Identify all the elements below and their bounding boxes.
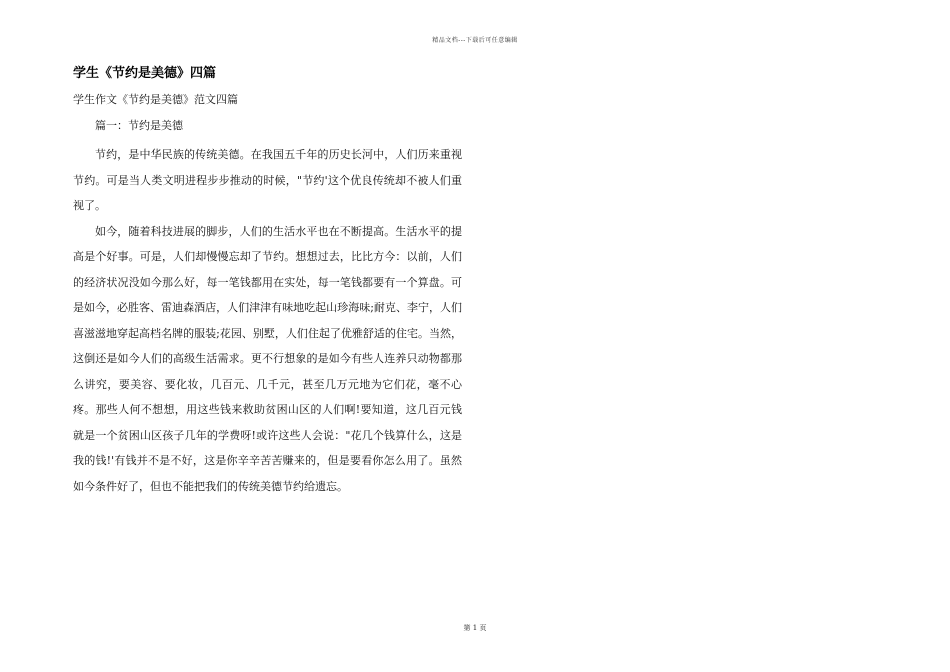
page-number: 第 1 页 bbox=[463, 624, 487, 632]
paragraph: 节约，是中华民族的传统美德。在我国五千年的历史长河中，人们历来重视节约。可是当人类文明进程步步推动的时候，"节约'这个优良传统却不被人们重视了。 bbox=[73, 148, 462, 212]
document-body bbox=[73, 64, 473, 499]
paragraph: 如今，随着科技进展的脚步，人们的生活水平也在不断提高。生活水平的提高是个好事。可是，人们却慢慢忘却了节约。想想过去，比比方今：以前，人们的经济状况没如今那么好，每一笔钱都用在实处，每一笔钱都要有一个算盘。可是如今，必胜客、雷迪森酒店，人们津津有味地吃起山珍海味;耐克、李宁，人们喜滋滋地穿起高档名牌的服装;花园、别墅，人们住起了优雅舒适的住宅。当然，这倒还是如今人们的高级生活需求。更不行想象的是如今有些人连养只动物都那么讲究，要美容、要化妆，几百元、几千元，甚至几万元地为它们花，毫不心疼。那些人何不想想，用这些钱来救助贫困山区的人们啊!要知道，这几百元钱就是一个贫困山区孩子几年的学费呀!或许这些人会说："花几个钱算什么，这是我的钱!'有钱并不是不好，这是你辛辛苦苦赚来的，但是要看你怎么用了。虽然如今条件好了，但也不能把我们的传统美德节约给遗忘。 bbox=[73, 224, 462, 493]
document-title: 学生《节约是美德》四篇 bbox=[73, 66, 217, 81]
header-note: 精品文档---下载后可任意编辑 bbox=[432, 37, 518, 44]
section-heading: 篇一：节约是美德 bbox=[95, 119, 183, 132]
document-subtitle: 学生作文《节约是美德》范文四篇 bbox=[73, 93, 238, 106]
